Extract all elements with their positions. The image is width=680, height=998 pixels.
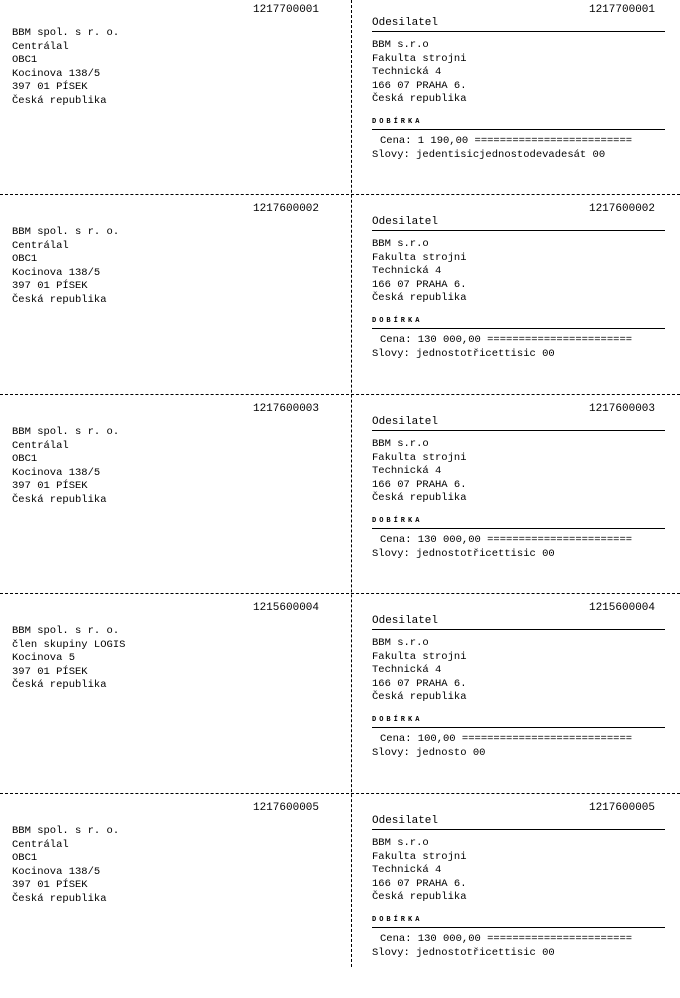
- sender-line: Fakulta strojni: [372, 650, 467, 663]
- sender-line: Technická 4: [372, 66, 442, 79]
- recipient-code: 1217600003: [252, 403, 319, 415]
- horizontal-cut-line: [0, 394, 680, 395]
- recipient-panel: [0, 199, 351, 399]
- sender-title: Odesilatel: [372, 17, 439, 29]
- cod-price: Cena: 130 000,00 =======================: [380, 933, 633, 945]
- cod-label: DOBÍRKA: [372, 916, 423, 924]
- recipient-line: BBM spol. s r. o.: [12, 825, 120, 837]
- cod-amount-words: Slovy: jednostotřicettisic 00: [372, 947, 555, 959]
- recipient-code: 1217700001: [252, 4, 319, 16]
- horizontal-cut-line: [0, 593, 680, 594]
- recipient-line: Česká republika: [12, 493, 107, 506]
- shipping-label: [0, 399, 680, 599]
- cod-price: Cena: 100,00 ===========================: [380, 733, 633, 745]
- recipient-address: [12, 226, 119, 308]
- cod-panel: [352, 598, 680, 798]
- recipient-code: 1217600002: [252, 203, 319, 215]
- sender-address: [372, 438, 467, 506]
- recipient-line: Kocinova 138/5: [12, 466, 101, 479]
- recipient-line: OBC1: [12, 253, 38, 266]
- recipient-panel: [0, 399, 351, 599]
- sender-line: Fakulta strojni: [372, 850, 467, 863]
- cod-rule: [372, 727, 665, 728]
- recipient-line: Centrálal: [12, 439, 69, 452]
- recipient-line: 397 01 PÍSEK: [12, 665, 88, 678]
- sender-line: Fakulta strojni: [372, 52, 467, 65]
- recipient-line: 397 01 PÍSEK: [12, 480, 88, 493]
- cod-panel: [352, 199, 680, 399]
- recipient-line: BBM spol. s r. o.: [12, 226, 120, 238]
- recipient-line: Centrálal: [12, 239, 69, 252]
- recipient-panel: [0, 0, 351, 200]
- recipient-line: Kocinova 138/5: [12, 67, 101, 80]
- sender-address: [372, 39, 467, 107]
- cod-amount-words: Slovy: jednostotřicettisic 00: [372, 348, 555, 360]
- sender-line: BBM s.r.o: [372, 438, 429, 450]
- cod-code: 1215600004: [588, 602, 655, 614]
- recipient-address: [12, 825, 119, 907]
- sender-line: 166 07 PRAHA 6.: [372, 79, 467, 92]
- cod-code: 1217700001: [588, 4, 655, 16]
- sender-line: BBM s.r.o: [372, 39, 429, 51]
- sender-rule: [372, 31, 665, 32]
- shipping-label: [0, 0, 680, 200]
- sender-title: Odesilatel: [372, 815, 439, 827]
- sender-rule: [372, 230, 665, 231]
- sender-line: Česká republika: [372, 492, 467, 505]
- horizontal-cut-line: [0, 194, 680, 195]
- recipient-line: Česká republika: [12, 293, 107, 306]
- recipient-line: Kocinova 138/5: [12, 266, 101, 279]
- cod-rule: [372, 927, 665, 928]
- cod-rule: [372, 129, 665, 130]
- recipient-line: OBC1: [12, 54, 38, 67]
- sender-line: Česká republika: [372, 891, 467, 904]
- recipient-line: BBM spol. s r. o.: [12, 625, 120, 637]
- shipping-label: [0, 798, 680, 998]
- sender-line: Technická 4: [372, 664, 442, 677]
- sender-title: Odesilatel: [372, 615, 439, 627]
- recipient-line: OBC1: [12, 852, 38, 865]
- sender-rule: [372, 829, 665, 830]
- sender-rule: [372, 629, 665, 630]
- horizontal-cut-line: [0, 793, 680, 794]
- cod-code: 1217600002: [588, 203, 655, 215]
- recipient-line: Kocinova 138/5: [12, 865, 101, 878]
- sender-title: Odesilatel: [372, 416, 439, 428]
- recipient-code: 1215600004: [252, 602, 319, 614]
- sender-line: 166 07 PRAHA 6.: [372, 478, 467, 491]
- sender-title: Odesilatel: [372, 216, 439, 228]
- sender-line: 166 07 PRAHA 6.: [372, 677, 467, 690]
- sender-line: Fakulta strojni: [372, 451, 467, 464]
- sender-line: Technická 4: [372, 465, 442, 478]
- recipient-address: [12, 625, 125, 693]
- recipient-panel: [0, 598, 351, 798]
- shipping-label: [0, 598, 680, 798]
- sender-address: [372, 837, 467, 905]
- recipient-line: Centrálal: [12, 838, 69, 851]
- sender-line: Česká republika: [372, 691, 467, 704]
- recipient-line: 397 01 PÍSEK: [12, 81, 88, 94]
- sender-line: 166 07 PRAHA 6.: [372, 278, 467, 291]
- sender-line: Technická 4: [372, 864, 442, 877]
- recipient-line: Česká republika: [12, 892, 107, 905]
- recipient-panel: [0, 798, 351, 998]
- recipient-address: [12, 27, 119, 109]
- sender-address: [372, 238, 467, 306]
- sender-line: Technická 4: [372, 265, 442, 278]
- cod-rule: [372, 528, 665, 529]
- sender-address: [372, 637, 467, 705]
- cod-amount-words: Slovy: jednostotřicettisic 00: [372, 548, 555, 560]
- cod-panel: [352, 798, 680, 998]
- recipient-line: BBM spol. s r. o.: [12, 27, 120, 39]
- recipient-line: OBC1: [12, 453, 38, 466]
- recipient-line: Česká republika: [12, 679, 107, 692]
- sender-line: 166 07 PRAHA 6.: [372, 877, 467, 890]
- cod-code: 1217600005: [588, 802, 655, 814]
- cod-amount-words: Slovy: jedentisicjednostodevadesát 00: [372, 149, 606, 161]
- recipient-line: Česká republika: [12, 94, 107, 107]
- recipient-line: Kocinova 5: [12, 652, 76, 665]
- cod-code: 1217600003: [588, 403, 655, 415]
- cod-label: DOBÍRKA: [372, 716, 423, 724]
- sender-line: Česká republika: [372, 93, 467, 106]
- recipient-line: člen skupiny LOGIS: [12, 638, 126, 651]
- sender-rule: [372, 430, 665, 431]
- cod-amount-words: Slovy: jednosto 00: [372, 747, 486, 759]
- cod-price: Cena: 130 000,00 =======================: [380, 334, 633, 346]
- sender-line: BBM s.r.o: [372, 238, 429, 250]
- recipient-line: Centrálal: [12, 40, 69, 53]
- sender-line: Česká republika: [372, 292, 467, 305]
- sender-line: BBM s.r.o: [372, 837, 429, 849]
- recipient-line: BBM spol. s r. o.: [12, 426, 120, 438]
- recipient-line: 397 01 PÍSEK: [12, 280, 88, 293]
- cod-panel: [352, 0, 680, 200]
- recipient-address: [12, 426, 119, 508]
- cod-label: DOBÍRKA: [372, 517, 423, 525]
- sender-line: BBM s.r.o: [372, 637, 429, 649]
- shipping-label: [0, 199, 680, 399]
- recipient-line: 397 01 PÍSEK: [12, 879, 88, 892]
- sender-line: Fakulta strojni: [372, 251, 467, 264]
- cod-label: DOBÍRKA: [372, 317, 423, 325]
- recipient-code: 1217600005: [252, 802, 319, 814]
- cod-label: DOBÍRKA: [372, 118, 423, 126]
- cod-price: Cena: 1 190,00 =========================: [380, 135, 633, 147]
- cod-price: Cena: 130 000,00 =======================: [380, 534, 633, 546]
- cod-rule: [372, 328, 665, 329]
- cod-panel: [352, 399, 680, 599]
